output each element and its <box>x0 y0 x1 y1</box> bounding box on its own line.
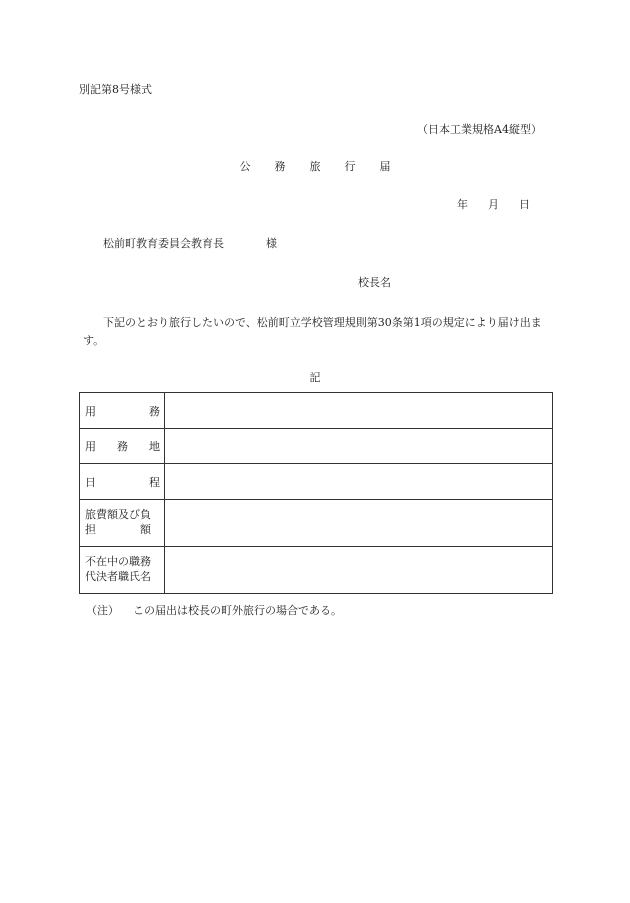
title-char: 公 <box>239 160 251 173</box>
value-cell-destination[interactable] <box>165 429 553 464</box>
date-day: 日 <box>519 198 530 211</box>
form-number: 別記第8号様式 <box>79 83 152 96</box>
title-char: 行 <box>344 160 356 173</box>
table-row <box>80 547 553 594</box>
row-label-destination: 用 務 地 <box>80 429 165 464</box>
travel-form-table <box>79 392 553 594</box>
title-char: 旅 <box>309 160 321 173</box>
principal-name-label: 校長名 <box>358 276 391 289</box>
table-row <box>80 429 553 464</box>
addressee-name: 松前町教育委員会教育長 <box>103 237 224 250</box>
date-year: 年 <box>457 198 468 211</box>
addressee-honorific: 様 <box>266 237 277 250</box>
footnote <box>86 604 342 619</box>
body-text: 下記のとおり旅行したいので、松前町立学校管理規則第30条第1項の規定により届け出ます。 <box>83 316 542 348</box>
value-cell-youmu[interactable] <box>165 393 553 429</box>
ki-label: 記 <box>309 371 321 384</box>
value-cell-substitute[interactable] <box>165 547 553 594</box>
table-row <box>80 500 553 547</box>
row-label-youmu: 用 務 <box>80 393 165 429</box>
row-label-travel-cost: 旅費額及び負 担 額 <box>80 500 165 547</box>
footnote-lead: （注） <box>86 604 119 617</box>
value-cell-schedule[interactable] <box>165 464 553 500</box>
title-char: 届 <box>379 160 391 173</box>
date-month: 月 <box>488 198 499 211</box>
row-label-substitute: 不在中の職務 代決者職氏名 <box>80 547 165 594</box>
paper-size-label: （日本工業規格A4縦型） <box>417 123 542 136</box>
footnote-text: この届出は校長の町外旅行の場合である。 <box>133 604 342 617</box>
table-row <box>80 393 553 429</box>
document-title <box>0 160 630 175</box>
value-cell-travel-cost[interactable] <box>165 500 553 547</box>
date-line <box>437 198 530 213</box>
title-char: 務 <box>274 160 286 173</box>
row-label-schedule: 日 程 <box>80 464 165 500</box>
table-row <box>80 464 553 500</box>
addressee <box>103 237 277 252</box>
